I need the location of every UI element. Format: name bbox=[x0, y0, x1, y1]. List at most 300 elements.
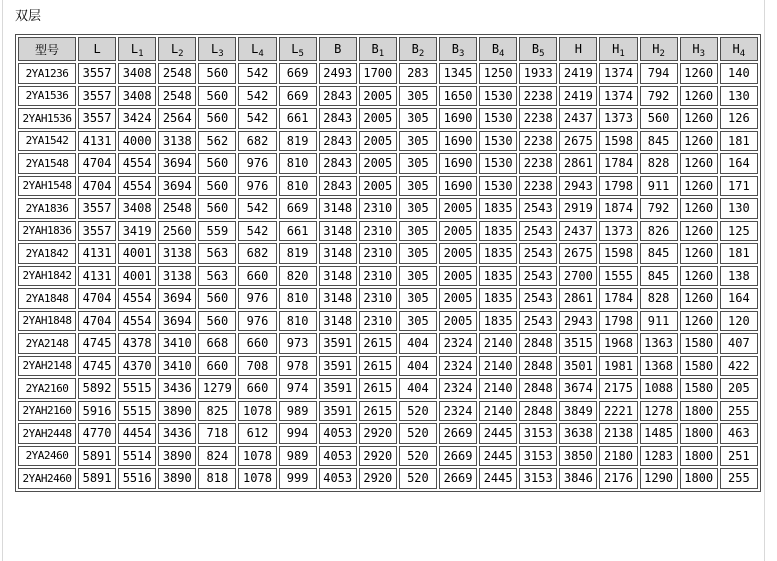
value-cell: 4704 bbox=[78, 153, 116, 174]
value-cell: 845 bbox=[640, 243, 678, 264]
value-cell: 3557 bbox=[78, 108, 116, 129]
value-cell: 2669 bbox=[439, 446, 477, 467]
value-cell: 1835 bbox=[479, 288, 517, 309]
value-cell: 560 bbox=[198, 63, 236, 84]
value-cell: 682 bbox=[238, 243, 276, 264]
column-header: $L_3$ bbox=[198, 37, 236, 61]
model-cell: 2YA1542 bbox=[18, 131, 76, 152]
value-cell: 251 bbox=[720, 446, 758, 467]
table-row bbox=[18, 243, 758, 264]
value-cell: 718 bbox=[198, 423, 236, 444]
value-cell: 4001 bbox=[118, 266, 156, 287]
value-cell: 3148 bbox=[319, 221, 357, 242]
value-cell: 989 bbox=[279, 401, 317, 422]
value-cell: 2943 bbox=[559, 176, 597, 197]
column-header: $B_2$ bbox=[399, 37, 437, 61]
table-row bbox=[18, 468, 758, 489]
value-cell: 2445 bbox=[479, 468, 517, 489]
value-cell: 4000 bbox=[118, 131, 156, 152]
value-cell: 1798 bbox=[599, 311, 637, 332]
value-cell: 4745 bbox=[78, 333, 116, 354]
value-cell: 1373 bbox=[599, 108, 637, 129]
value-cell: 1835 bbox=[479, 311, 517, 332]
value-cell: 1650 bbox=[439, 86, 477, 107]
value-cell: 2324 bbox=[439, 333, 477, 354]
value-cell: 283 bbox=[399, 63, 437, 84]
model-cell: 2YA1842 bbox=[18, 243, 76, 264]
value-cell: 520 bbox=[399, 446, 437, 467]
value-cell: 1078 bbox=[238, 401, 276, 422]
value-cell: 125 bbox=[720, 221, 758, 242]
value-cell: 826 bbox=[640, 221, 678, 242]
value-cell: 976 bbox=[238, 311, 276, 332]
value-cell: 2615 bbox=[359, 378, 397, 399]
value-cell: 2310 bbox=[359, 198, 397, 219]
value-cell: 1530 bbox=[479, 131, 517, 152]
value-cell: 1374 bbox=[599, 63, 637, 84]
table-row bbox=[18, 288, 758, 309]
value-cell: 4053 bbox=[319, 468, 357, 489]
table-row bbox=[18, 378, 758, 399]
value-cell: 794 bbox=[640, 63, 678, 84]
value-cell: 2843 bbox=[319, 131, 357, 152]
table-row bbox=[18, 356, 758, 377]
value-cell: 2543 bbox=[519, 198, 557, 219]
value-cell: 3408 bbox=[118, 86, 156, 107]
value-cell: 3410 bbox=[158, 356, 196, 377]
value-cell: 305 bbox=[399, 176, 437, 197]
table-row bbox=[18, 333, 758, 354]
value-cell: 422 bbox=[720, 356, 758, 377]
value-cell: 810 bbox=[279, 153, 317, 174]
value-cell: 2669 bbox=[439, 423, 477, 444]
value-cell: 994 bbox=[279, 423, 317, 444]
value-cell: 4745 bbox=[78, 356, 116, 377]
value-cell: 2310 bbox=[359, 311, 397, 332]
column-header: $H_4$ bbox=[720, 37, 758, 61]
value-cell: 2238 bbox=[519, 131, 557, 152]
value-cell: 2140 bbox=[479, 401, 517, 422]
model-cell: 2YAH1848 bbox=[18, 311, 76, 332]
spec-table bbox=[15, 34, 761, 492]
value-cell: 4554 bbox=[118, 311, 156, 332]
value-cell: 978 bbox=[279, 356, 317, 377]
value-cell: 3148 bbox=[319, 243, 357, 264]
value-cell: 2310 bbox=[359, 221, 397, 242]
table-row bbox=[18, 198, 758, 219]
column-header: $B_5$ bbox=[519, 37, 557, 61]
value-cell: 2005 bbox=[439, 243, 477, 264]
value-cell: 305 bbox=[399, 198, 437, 219]
value-cell: 974 bbox=[279, 378, 317, 399]
value-cell: 2615 bbox=[359, 356, 397, 377]
value-cell: 560 bbox=[198, 153, 236, 174]
value-cell: 2238 bbox=[519, 176, 557, 197]
value-cell: 2843 bbox=[319, 153, 357, 174]
value-cell: 5515 bbox=[118, 401, 156, 422]
table-row bbox=[18, 446, 758, 467]
value-cell: 1260 bbox=[680, 63, 718, 84]
value-cell: 1835 bbox=[479, 266, 517, 287]
value-cell: 4001 bbox=[118, 243, 156, 264]
column-header: B bbox=[319, 37, 357, 61]
model-cell: 2YAH2460 bbox=[18, 468, 76, 489]
value-cell: 3694 bbox=[158, 176, 196, 197]
model-cell: 2YAH2160 bbox=[18, 401, 76, 422]
value-cell: 2669 bbox=[439, 468, 477, 489]
value-cell: 305 bbox=[399, 288, 437, 309]
value-cell: 5514 bbox=[118, 446, 156, 467]
value-cell: 1874 bbox=[599, 198, 637, 219]
value-cell: 792 bbox=[640, 198, 678, 219]
model-cell: 2YAH1536 bbox=[18, 108, 76, 129]
value-cell: 668 bbox=[198, 333, 236, 354]
value-cell: 3557 bbox=[78, 63, 116, 84]
table-row bbox=[18, 108, 758, 129]
value-cell: 3148 bbox=[319, 266, 357, 287]
value-cell: 2543 bbox=[519, 221, 557, 242]
value-cell: 542 bbox=[238, 108, 276, 129]
value-cell: 1260 bbox=[680, 198, 718, 219]
value-cell: 520 bbox=[399, 423, 437, 444]
value-cell: 1260 bbox=[680, 131, 718, 152]
value-cell: 3515 bbox=[559, 333, 597, 354]
value-cell: 560 bbox=[640, 108, 678, 129]
table-row bbox=[18, 401, 758, 422]
value-cell: 660 bbox=[238, 378, 276, 399]
value-cell: 5891 bbox=[78, 468, 116, 489]
value-cell: 1260 bbox=[680, 86, 718, 107]
value-cell: 669 bbox=[279, 86, 317, 107]
table-row bbox=[18, 423, 758, 444]
value-cell: 1373 bbox=[599, 221, 637, 242]
value-cell: 999 bbox=[279, 468, 317, 489]
column-header: $H_3$ bbox=[680, 37, 718, 61]
value-cell: 2564 bbox=[158, 108, 196, 129]
value-cell: 2005 bbox=[359, 131, 397, 152]
value-cell: 4370 bbox=[118, 356, 156, 377]
value-cell: 560 bbox=[198, 86, 236, 107]
value-cell: 911 bbox=[640, 311, 678, 332]
value-cell: 1530 bbox=[479, 108, 517, 129]
value-cell: 1835 bbox=[479, 198, 517, 219]
value-cell: 3890 bbox=[158, 468, 196, 489]
value-cell: 660 bbox=[198, 356, 236, 377]
column-header: $B_1$ bbox=[359, 37, 397, 61]
value-cell: 4554 bbox=[118, 288, 156, 309]
value-cell: 708 bbox=[238, 356, 276, 377]
value-cell: 1784 bbox=[599, 288, 637, 309]
column-header: $L_1$ bbox=[118, 37, 156, 61]
value-cell: 818 bbox=[198, 468, 236, 489]
value-cell: 819 bbox=[279, 131, 317, 152]
value-cell: 2548 bbox=[158, 198, 196, 219]
value-cell: 4704 bbox=[78, 176, 116, 197]
value-cell: 305 bbox=[399, 108, 437, 129]
value-cell: 2140 bbox=[479, 333, 517, 354]
value-cell: 1530 bbox=[479, 86, 517, 107]
value-cell: 1598 bbox=[599, 131, 637, 152]
value-cell: 973 bbox=[279, 333, 317, 354]
value-cell: 2238 bbox=[519, 86, 557, 107]
value-cell: 2843 bbox=[319, 108, 357, 129]
value-cell: 1800 bbox=[680, 446, 718, 467]
value-cell: 2445 bbox=[479, 446, 517, 467]
value-cell: 1250 bbox=[479, 63, 517, 84]
value-cell: 1690 bbox=[439, 153, 477, 174]
value-cell: 1798 bbox=[599, 176, 637, 197]
value-cell: 1363 bbox=[640, 333, 678, 354]
value-cell: 1800 bbox=[680, 468, 718, 489]
value-cell: 976 bbox=[238, 176, 276, 197]
value-cell: 1690 bbox=[439, 131, 477, 152]
column-header: L bbox=[78, 37, 116, 61]
value-cell: 305 bbox=[399, 266, 437, 287]
value-cell: 407 bbox=[720, 333, 758, 354]
value-cell: 138 bbox=[720, 266, 758, 287]
column-header: 型号 bbox=[18, 37, 76, 61]
value-cell: 3419 bbox=[118, 221, 156, 242]
value-cell: 3557 bbox=[78, 86, 116, 107]
value-cell: 463 bbox=[720, 423, 758, 444]
column-header: $B_4$ bbox=[479, 37, 517, 61]
value-cell: 2140 bbox=[479, 378, 517, 399]
value-cell: 2548 bbox=[158, 86, 196, 107]
value-cell: 820 bbox=[279, 266, 317, 287]
value-cell: 2310 bbox=[359, 266, 397, 287]
value-cell: 1968 bbox=[599, 333, 637, 354]
value-cell: 1260 bbox=[680, 153, 718, 174]
value-cell: 3148 bbox=[319, 311, 357, 332]
value-cell: 130 bbox=[720, 198, 758, 219]
value-cell: 3850 bbox=[559, 446, 597, 467]
value-cell: 4554 bbox=[118, 176, 156, 197]
table-row bbox=[18, 176, 758, 197]
value-cell: 2675 bbox=[559, 243, 597, 264]
value-cell: 3148 bbox=[319, 288, 357, 309]
value-cell: 1260 bbox=[680, 221, 718, 242]
value-cell: 669 bbox=[279, 63, 317, 84]
value-cell: 2437 bbox=[559, 108, 597, 129]
value-cell: 810 bbox=[279, 311, 317, 332]
value-cell: 560 bbox=[198, 288, 236, 309]
value-cell: 3410 bbox=[158, 333, 196, 354]
value-cell: 824 bbox=[198, 446, 236, 467]
value-cell: 542 bbox=[238, 221, 276, 242]
model-cell: 2YA1236 bbox=[18, 63, 76, 84]
value-cell: 305 bbox=[399, 153, 437, 174]
value-cell: 1345 bbox=[439, 63, 477, 84]
value-cell: 845 bbox=[640, 131, 678, 152]
model-cell: 2YAH1548 bbox=[18, 176, 76, 197]
column-header: $B_3$ bbox=[439, 37, 477, 61]
table-row bbox=[18, 311, 758, 332]
page-frame bbox=[2, 0, 765, 561]
value-cell: 560 bbox=[198, 311, 236, 332]
value-cell: 2920 bbox=[359, 468, 397, 489]
value-cell: 3138 bbox=[158, 266, 196, 287]
value-cell: 2005 bbox=[439, 266, 477, 287]
value-cell: 560 bbox=[198, 108, 236, 129]
value-cell: 3557 bbox=[78, 198, 116, 219]
model-cell: 2YAH2148 bbox=[18, 356, 76, 377]
value-cell: 660 bbox=[238, 266, 276, 287]
value-cell: 1290 bbox=[640, 468, 678, 489]
value-cell: 4704 bbox=[78, 288, 116, 309]
value-cell: 255 bbox=[720, 401, 758, 422]
value-cell: 404 bbox=[399, 333, 437, 354]
value-cell: 563 bbox=[198, 243, 236, 264]
value-cell: 2176 bbox=[599, 468, 637, 489]
table-row bbox=[18, 86, 758, 107]
value-cell: 4770 bbox=[78, 423, 116, 444]
value-cell: 1374 bbox=[599, 86, 637, 107]
value-cell: 164 bbox=[720, 153, 758, 174]
value-cell: 1368 bbox=[640, 356, 678, 377]
value-cell: 404 bbox=[399, 356, 437, 377]
model-cell: 2YA1836 bbox=[18, 198, 76, 219]
value-cell: 2437 bbox=[559, 221, 597, 242]
value-cell: 2005 bbox=[359, 86, 397, 107]
value-cell: 1260 bbox=[680, 266, 718, 287]
value-cell: 3638 bbox=[559, 423, 597, 444]
model-cell: 2YAH1836 bbox=[18, 221, 76, 242]
table-row bbox=[18, 266, 758, 287]
value-cell: 120 bbox=[720, 311, 758, 332]
value-cell: 2843 bbox=[319, 176, 357, 197]
value-cell: 819 bbox=[279, 243, 317, 264]
value-cell: 542 bbox=[238, 63, 276, 84]
value-cell: 3846 bbox=[559, 468, 597, 489]
value-cell: 1278 bbox=[640, 401, 678, 422]
value-cell: 2005 bbox=[359, 176, 397, 197]
value-cell: 1260 bbox=[680, 288, 718, 309]
value-cell: 1580 bbox=[680, 333, 718, 354]
value-cell: 305 bbox=[399, 243, 437, 264]
value-cell: 792 bbox=[640, 86, 678, 107]
value-cell: 2005 bbox=[439, 198, 477, 219]
value-cell: 2238 bbox=[519, 153, 557, 174]
value-cell: 305 bbox=[399, 86, 437, 107]
column-header: $H_1$ bbox=[599, 37, 637, 61]
value-cell: 1580 bbox=[680, 378, 718, 399]
value-cell: 1530 bbox=[479, 176, 517, 197]
value-cell: 3424 bbox=[118, 108, 156, 129]
table-row bbox=[18, 131, 758, 152]
value-cell: 164 bbox=[720, 288, 758, 309]
model-cell: 2YA1848 bbox=[18, 288, 76, 309]
value-cell: 305 bbox=[399, 221, 437, 242]
value-cell: 3591 bbox=[319, 333, 357, 354]
value-cell: 3674 bbox=[559, 378, 597, 399]
value-cell: 2548 bbox=[158, 63, 196, 84]
value-cell: 4131 bbox=[78, 131, 116, 152]
value-cell: 1078 bbox=[238, 468, 276, 489]
value-cell: 3694 bbox=[158, 311, 196, 332]
value-cell: 2238 bbox=[519, 108, 557, 129]
value-cell: 2310 bbox=[359, 243, 397, 264]
value-cell: 1530 bbox=[479, 153, 517, 174]
value-cell: 2560 bbox=[158, 221, 196, 242]
value-cell: 2324 bbox=[439, 356, 477, 377]
model-cell: 2YA2148 bbox=[18, 333, 76, 354]
value-cell: 305 bbox=[399, 311, 437, 332]
value-cell: 3153 bbox=[519, 423, 557, 444]
value-cell: 976 bbox=[238, 153, 276, 174]
value-cell: 2005 bbox=[359, 108, 397, 129]
value-cell: 542 bbox=[238, 198, 276, 219]
value-cell: 1078 bbox=[238, 446, 276, 467]
value-cell: 2175 bbox=[599, 378, 637, 399]
value-cell: 2675 bbox=[559, 131, 597, 152]
value-cell: 4378 bbox=[118, 333, 156, 354]
value-cell: 3890 bbox=[158, 401, 196, 422]
value-cell: 5916 bbox=[78, 401, 116, 422]
table-row bbox=[18, 153, 758, 174]
value-cell: 2848 bbox=[519, 333, 557, 354]
value-cell: 1690 bbox=[439, 108, 477, 129]
value-cell: 660 bbox=[238, 333, 276, 354]
model-cell: 2YA2160 bbox=[18, 378, 76, 399]
value-cell: 661 bbox=[279, 108, 317, 129]
value-cell: 4053 bbox=[319, 423, 357, 444]
value-cell: 669 bbox=[279, 198, 317, 219]
value-cell: 126 bbox=[720, 108, 758, 129]
value-cell: 3591 bbox=[319, 401, 357, 422]
model-cell: 2YA2460 bbox=[18, 446, 76, 467]
value-cell: 2445 bbox=[479, 423, 517, 444]
value-cell: 682 bbox=[238, 131, 276, 152]
value-cell: 2920 bbox=[359, 446, 397, 467]
value-cell: 1835 bbox=[479, 221, 517, 242]
value-cell: 2005 bbox=[439, 311, 477, 332]
value-cell: 5515 bbox=[118, 378, 156, 399]
value-cell: 563 bbox=[198, 266, 236, 287]
value-cell: 1485 bbox=[640, 423, 678, 444]
value-cell: 560 bbox=[198, 176, 236, 197]
value-cell: 2005 bbox=[359, 153, 397, 174]
value-cell: 3138 bbox=[158, 131, 196, 152]
value-cell: 3408 bbox=[118, 63, 156, 84]
value-cell: 1835 bbox=[479, 243, 517, 264]
value-cell: 3153 bbox=[519, 468, 557, 489]
value-cell: 2005 bbox=[439, 221, 477, 242]
value-cell: 1933 bbox=[519, 63, 557, 84]
value-cell: 976 bbox=[238, 288, 276, 309]
value-cell: 2843 bbox=[319, 86, 357, 107]
value-cell: 1700 bbox=[359, 63, 397, 84]
page-title: 双层 bbox=[15, 9, 42, 24]
value-cell: 845 bbox=[640, 266, 678, 287]
value-cell: 5892 bbox=[78, 378, 116, 399]
value-cell: 3138 bbox=[158, 243, 196, 264]
value-cell: 3436 bbox=[158, 378, 196, 399]
value-cell: 810 bbox=[279, 176, 317, 197]
value-cell: 1690 bbox=[439, 176, 477, 197]
value-cell: 2848 bbox=[519, 378, 557, 399]
value-cell: 2615 bbox=[359, 401, 397, 422]
value-cell: 2543 bbox=[519, 311, 557, 332]
value-cell: 2221 bbox=[599, 401, 637, 422]
value-cell: 1283 bbox=[640, 446, 678, 467]
value-cell: 2324 bbox=[439, 401, 477, 422]
value-cell: 3436 bbox=[158, 423, 196, 444]
value-cell: 1800 bbox=[680, 401, 718, 422]
table-row bbox=[18, 221, 758, 242]
value-cell: 2180 bbox=[599, 446, 637, 467]
value-cell: 828 bbox=[640, 288, 678, 309]
value-cell: 3148 bbox=[319, 198, 357, 219]
